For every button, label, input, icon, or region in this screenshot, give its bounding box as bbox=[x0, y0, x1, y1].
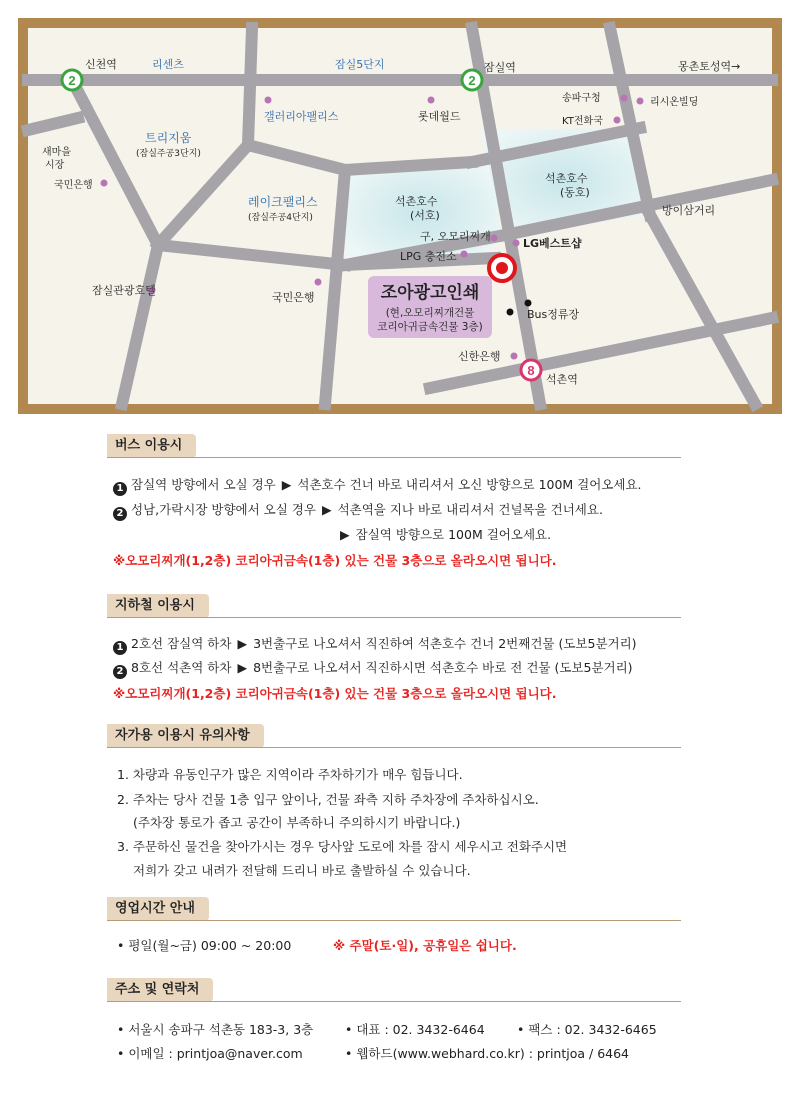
label-seokchon-station: 석촌역 bbox=[546, 373, 578, 386]
number-badge-1: 1 bbox=[113, 641, 127, 655]
subway-note: ※오모리찌개(1,2층) 코리아귀금속(1층) 있는 건물 3층으로 올라오시면 됩니다. bbox=[113, 686, 557, 701]
location-map bbox=[0, 0, 800, 420]
label-richeon: 리시온빌딩 bbox=[650, 97, 699, 108]
arrow-right-icon: ▶ bbox=[321, 502, 332, 517]
bus-line-2-from: 성남,가락시장 방향에서 오실 경우 bbox=[131, 502, 316, 517]
car-line-4: 3. 주문하신 물건을 찾아가시는 경우 당사앞 도로에 차를 잠시 세우시고 전화주시면 bbox=[117, 839, 568, 854]
label-galleria: 갤러리아팰리스 bbox=[264, 110, 339, 123]
number-badge-2: 2 bbox=[113, 507, 127, 521]
label-jamsil5: 잠실5단지 bbox=[335, 58, 385, 71]
label-mongchon: 몽촌토성역→ bbox=[678, 60, 741, 73]
label-seochon-lake-east: 석촌호수 bbox=[545, 172, 588, 185]
label-residence: 리센츠 bbox=[152, 58, 184, 71]
contact-section-title: 주소 및 연락처 bbox=[107, 978, 213, 1002]
sincheon-station-marker bbox=[62, 70, 82, 90]
hours-section-rule bbox=[107, 920, 681, 921]
subway-section-title: 지하철 이용시 bbox=[107, 594, 209, 618]
contact-webhard[interactable]: • 웹하드(www.webhard.co.kr) : printjoa / 6464 bbox=[345, 1046, 630, 1061]
label-lg: LG베스트샵 bbox=[523, 237, 582, 250]
label-lake-palace: 레이크팰리스 bbox=[248, 195, 318, 209]
bus-note: ※오모리찌개(1,2층) 코리아귀금속(1층) 있는 건물 3층으로 올라오시면 됩니다. bbox=[113, 553, 557, 568]
bus-line-2 bbox=[113, 500, 603, 521]
contact-email[interactable]: • 이메일 : printjoa@naver.com bbox=[117, 1046, 303, 1061]
label-lpg: LPG 충전소 bbox=[400, 250, 457, 263]
bus-line-1-instruction: 석촌호수 건너 바로 내리셔서 오신 방향으로 100M 걸어오세요. bbox=[297, 477, 642, 492]
contact-section bbox=[107, 978, 681, 1002]
label-trigium: 트리지움 bbox=[145, 131, 192, 145]
bus-stop-dot bbox=[525, 300, 532, 307]
seokchon-station-marker bbox=[521, 360, 541, 380]
number-badge-1: 1 bbox=[113, 482, 127, 496]
car-line-5: 저희가 갖고 내려가 전달해 드리니 바로 출발하실 수 있습니다. bbox=[133, 863, 471, 878]
svg-text:8: 8 bbox=[527, 363, 535, 378]
label-bus-stop: Bus정류장 bbox=[527, 308, 580, 321]
number-badge-2: 2 bbox=[113, 665, 127, 679]
hours-weekday: • 평일(월~금) 09:00 ~ 20:00 bbox=[117, 938, 292, 953]
car-section-header bbox=[107, 724, 681, 748]
bus-line-3-instruction: 잠실역 방향으로 100M 걸어오세요. bbox=[355, 527, 552, 542]
bus-section-title: 버스 이용시 bbox=[107, 434, 196, 458]
bus-line-1-from: 잠실역 방향에서 오실 경우 bbox=[131, 477, 276, 492]
contact-section-rule bbox=[107, 1001, 681, 1002]
label-saemaeul2: 시장 bbox=[45, 160, 65, 171]
label-lotte: 롯데월드 bbox=[418, 110, 461, 123]
bus-section bbox=[107, 434, 681, 458]
company-location-marker bbox=[489, 255, 515, 281]
subway-section-header bbox=[107, 594, 681, 618]
contact-phone: • 대표 : 02. 3432-6464 bbox=[345, 1022, 485, 1037]
arrow-right-icon: ▶ bbox=[237, 636, 248, 651]
label-kt: KT전화국 bbox=[562, 116, 603, 127]
label-sincheon: 신천역 bbox=[85, 58, 117, 71]
subway-line-2-from: 8호선 석촌역 하차 bbox=[131, 660, 232, 675]
hours-section-title: 영업시간 안내 bbox=[107, 897, 209, 921]
subway-section-rule bbox=[107, 617, 681, 618]
label-seochon-lake-west: 석촌호수 bbox=[395, 195, 438, 208]
bus-line-1 bbox=[113, 475, 642, 496]
company-name: 조아광고인쇄 bbox=[380, 283, 480, 303]
car-line-2: 2. 주차는 당사 건물 1층 입구 앞이나, 건물 좌측 지하 주차장에 주차하십시오. bbox=[117, 792, 539, 807]
subway-line-1 bbox=[113, 634, 637, 655]
bus-line-2-instruction: 석촌역을 지나 바로 내리셔서 건널목을 건너세요. bbox=[337, 502, 603, 517]
label-shinhan: 신한은행 bbox=[458, 350, 501, 363]
arrow-right-icon: ▶ bbox=[340, 527, 350, 542]
label-jamsil-station: 잠실역 bbox=[484, 61, 516, 74]
label-kookmin2: 국민은행 bbox=[272, 291, 315, 304]
label-seochon-lake-east-sub: (동호) bbox=[560, 186, 590, 199]
label-lake-palace-sub: (잠실주공4단지) bbox=[248, 213, 313, 223]
car-line-3: (주차장 통로가 좁고 공간이 부족하니 주의하시기 바랍니다.) bbox=[133, 815, 461, 830]
label-omori: 구, 오모리찌개 bbox=[420, 230, 491, 243]
company-sub1: (현,오모리찌개건물 bbox=[385, 307, 475, 319]
hours-section-header bbox=[107, 897, 681, 921]
contact-address: • 서울시 송파구 석촌동 183-3, 3층 bbox=[117, 1022, 314, 1037]
label-trigium-sub: (잠실주공3단지) bbox=[136, 149, 201, 159]
company-sub2: 코리아귀금속건물 3층) bbox=[377, 321, 483, 333]
label-seochon-lake-west-sub: (서호) bbox=[410, 209, 440, 222]
bus-section-rule bbox=[107, 457, 681, 458]
svg-text:2: 2 bbox=[468, 73, 476, 88]
arrow-right-icon: ▶ bbox=[237, 660, 248, 675]
bus-stop-dot-2 bbox=[507, 309, 514, 316]
jamsil-station-marker bbox=[462, 70, 482, 90]
hours-weekend-note: ※ 주말(토·일), 공휴일은 쉽니다. bbox=[333, 938, 517, 953]
subway-line-2-instruction: 8번출구로 나오셔서 직진하시면 석촌호수 바로 전 건물 (도보5분거리) bbox=[253, 660, 633, 675]
hours-section bbox=[107, 897, 681, 921]
car-line-1: 1. 차량과 유동인구가 많은 지역이라 주차하기가 매우 힘듭니다. bbox=[117, 767, 463, 782]
contact-section-header bbox=[107, 978, 681, 1002]
label-kookmin1: 국민은행 bbox=[54, 180, 93, 191]
car-section-title: 자가용 이용시 유의사항 bbox=[107, 724, 264, 748]
label-bangi: 방이삼거리 bbox=[662, 204, 716, 217]
label-hotel: 잠실관광호텔 bbox=[92, 284, 156, 297]
svg-text:2: 2 bbox=[68, 73, 76, 88]
car-section bbox=[107, 724, 681, 748]
label-songpa-office: 송파구청 bbox=[562, 93, 601, 104]
label-saemaeul: 새마을 bbox=[42, 147, 71, 158]
bus-line-3 bbox=[340, 525, 551, 543]
arrow-right-icon: ▶ bbox=[281, 477, 292, 492]
subway-line-1-from: 2호선 잠실역 하차 bbox=[131, 636, 232, 651]
subway-line-2 bbox=[113, 658, 633, 679]
contact-fax: • 팩스 : 02. 3432-6465 bbox=[517, 1022, 657, 1037]
subway-section bbox=[107, 594, 681, 618]
car-section-rule bbox=[107, 747, 681, 748]
bus-section-header bbox=[107, 434, 681, 458]
subway-line-1-instruction: 3번출구로 나오셔서 직진하여 석촌호수 건너 2번째건물 (도보5분거리) bbox=[253, 636, 637, 651]
